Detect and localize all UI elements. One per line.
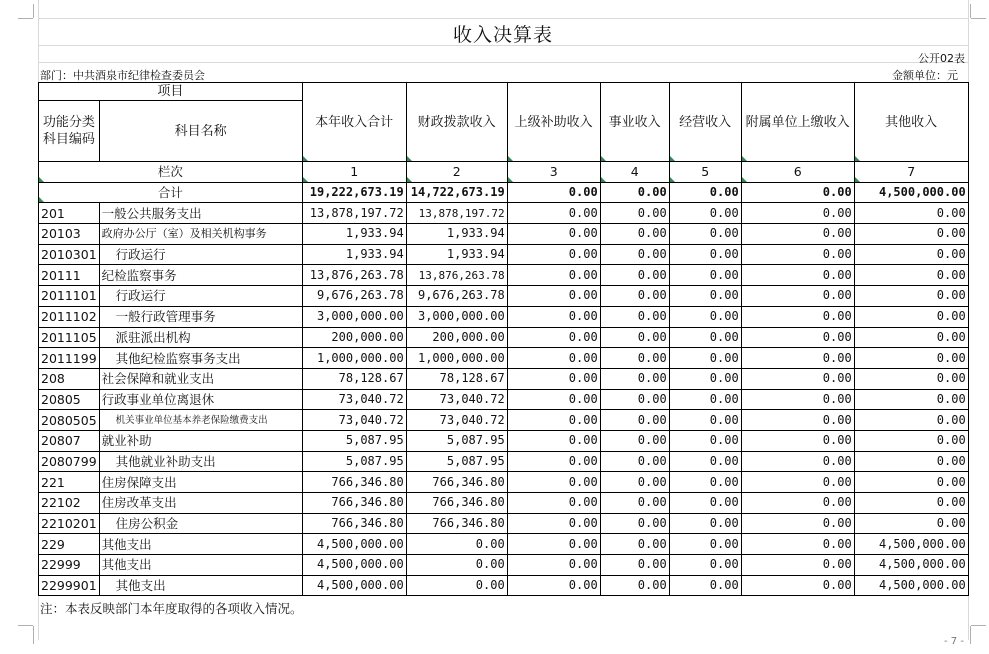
total-cell: 14,722,673.19 bbox=[406, 182, 507, 203]
table-row bbox=[39, 410, 969, 431]
value-cell: 0.00 bbox=[741, 224, 854, 245]
code-cell: 229 bbox=[39, 534, 100, 555]
value-cell: 0.00 bbox=[507, 306, 600, 327]
name-cell: 其他支出 bbox=[99, 555, 302, 576]
value-cell: 0.00 bbox=[669, 493, 741, 514]
value-cell: 0.00 bbox=[741, 430, 854, 451]
value-cell: 0.00 bbox=[669, 430, 741, 451]
name-cell: 行政运行 bbox=[99, 286, 302, 307]
value-cell: 0.00 bbox=[854, 265, 968, 286]
code-cell: 2080799 bbox=[39, 451, 100, 472]
value-cell: 13,878,197.72 bbox=[406, 203, 507, 224]
value-cell: 0.00 bbox=[741, 555, 854, 576]
code-cell: 20805 bbox=[39, 389, 100, 410]
col-index: 1 bbox=[302, 162, 406, 183]
value-cell: 1,000,000.00 bbox=[302, 348, 406, 369]
value-cell: 0.00 bbox=[741, 472, 854, 493]
value-cell: 0.00 bbox=[741, 203, 854, 224]
name-cell: 派驻派出机构 bbox=[99, 327, 302, 348]
value-cell: 0.00 bbox=[669, 575, 741, 596]
value-cell: 0.00 bbox=[600, 348, 669, 369]
code-cell: 2011102 bbox=[39, 306, 100, 327]
table-row bbox=[39, 306, 969, 327]
gridline bbox=[38, 18, 968, 19]
name-cell: 住房公积金 bbox=[99, 513, 302, 534]
value-cell: 0.00 bbox=[854, 451, 968, 472]
code-cell: 2011105 bbox=[39, 327, 100, 348]
value-cell: 0.00 bbox=[854, 410, 968, 431]
header-superior: 上级补助收入 bbox=[507, 83, 600, 162]
name-cell: 其他支出 bbox=[99, 575, 302, 596]
header-affiliated: 附属单位上缴收入 bbox=[741, 83, 854, 162]
value-cell: 0.00 bbox=[600, 244, 669, 265]
code-cell: 22999 bbox=[39, 555, 100, 576]
code-cell: 20103 bbox=[39, 224, 100, 245]
value-cell: 0.00 bbox=[741, 389, 854, 410]
value-cell: 0.00 bbox=[741, 410, 854, 431]
value-cell: 78,128.67 bbox=[406, 368, 507, 389]
value-cell: 0.00 bbox=[669, 224, 741, 245]
gridline bbox=[38, 62, 968, 63]
value-cell: 0.00 bbox=[741, 575, 854, 596]
total-cell: 0.00 bbox=[600, 182, 669, 203]
value-cell: 0.00 bbox=[600, 513, 669, 534]
value-cell: 0.00 bbox=[854, 348, 968, 369]
value-cell: 1,933.94 bbox=[406, 224, 507, 245]
code-cell: 2210201 bbox=[39, 513, 100, 534]
value-cell: 9,676,263.78 bbox=[302, 286, 406, 307]
value-cell: 0.00 bbox=[669, 244, 741, 265]
code-cell: 221 bbox=[39, 472, 100, 493]
table-row bbox=[39, 203, 969, 224]
total-cell: 4,500,000.00 bbox=[854, 182, 968, 203]
name-cell: 行政事业单位离退休 bbox=[99, 389, 302, 410]
code-cell: 201 bbox=[39, 203, 100, 224]
value-cell: 0.00 bbox=[600, 203, 669, 224]
value-cell: 0.00 bbox=[669, 513, 741, 534]
total-label: 合计 bbox=[39, 182, 303, 203]
table-row bbox=[39, 513, 969, 534]
value-cell: 0.00 bbox=[741, 493, 854, 514]
value-cell: 4,500,000.00 bbox=[854, 534, 968, 555]
value-cell: 0.00 bbox=[600, 555, 669, 576]
table-row bbox=[39, 348, 969, 369]
table-row bbox=[39, 534, 969, 555]
value-cell: 0.00 bbox=[406, 575, 507, 596]
code-cell: 2299901 bbox=[39, 575, 100, 596]
value-cell: 0.00 bbox=[600, 224, 669, 245]
value-cell: 4,500,000.00 bbox=[854, 575, 968, 596]
code-cell: 2080505 bbox=[39, 410, 100, 431]
value-cell: 0.00 bbox=[854, 203, 968, 224]
value-cell: 0.00 bbox=[507, 224, 600, 245]
name-cell: 机关事业单位基本养老保险缴费支出 bbox=[99, 410, 302, 431]
value-cell: 0.00 bbox=[669, 534, 741, 555]
value-cell: 3,000,000.00 bbox=[406, 306, 507, 327]
value-cell: 0.00 bbox=[669, 286, 741, 307]
value-cell: 0.00 bbox=[507, 410, 600, 431]
code-cell: 2011199 bbox=[39, 348, 100, 369]
value-cell: 0.00 bbox=[669, 472, 741, 493]
code-cell: 208 bbox=[39, 368, 100, 389]
table-row bbox=[39, 368, 969, 389]
value-cell: 13,878,197.72 bbox=[302, 203, 406, 224]
page-title: 收入决算表 bbox=[452, 24, 553, 46]
header-business: 事业收入 bbox=[600, 83, 669, 162]
value-cell: 0.00 bbox=[600, 327, 669, 348]
row-label: 栏次 bbox=[39, 162, 303, 183]
value-cell: 13,876,263.78 bbox=[406, 265, 507, 286]
value-cell: 200,000.00 bbox=[406, 327, 507, 348]
col-index: 4 bbox=[600, 162, 669, 183]
column-index-row bbox=[39, 162, 969, 183]
code-cell: 20807 bbox=[39, 430, 100, 451]
value-cell: 766,346.80 bbox=[302, 472, 406, 493]
col-index: 5 bbox=[669, 162, 741, 183]
value-cell: 3,000,000.00 bbox=[302, 306, 406, 327]
crop-mark bbox=[33, 4, 34, 18]
code-cell: 22102 bbox=[39, 493, 100, 514]
value-cell: 5,087.95 bbox=[302, 451, 406, 472]
value-cell: 0.00 bbox=[854, 286, 968, 307]
value-cell: 0.00 bbox=[741, 451, 854, 472]
value-cell: 0.00 bbox=[507, 203, 600, 224]
value-cell: 0.00 bbox=[669, 306, 741, 327]
value-cell: 766,346.80 bbox=[406, 472, 507, 493]
value-cell: 0.00 bbox=[406, 555, 507, 576]
value-cell: 0.00 bbox=[741, 265, 854, 286]
value-cell: 0.00 bbox=[669, 348, 741, 369]
value-cell: 0.00 bbox=[600, 430, 669, 451]
value-cell: 766,346.80 bbox=[406, 513, 507, 534]
table-row bbox=[39, 430, 969, 451]
crop-mark bbox=[970, 626, 971, 644]
name-cell: 政府办公厅（室）及相关机构事务 bbox=[99, 224, 302, 245]
code-cell: 20111 bbox=[39, 265, 100, 286]
value-cell: 0.00 bbox=[507, 348, 600, 369]
table-row bbox=[39, 555, 969, 576]
value-cell: 0.00 bbox=[741, 368, 854, 389]
value-cell: 0.00 bbox=[507, 472, 600, 493]
value-cell: 0.00 bbox=[669, 203, 741, 224]
name-cell: 一般行政管理事务 bbox=[99, 306, 302, 327]
total-cell: 0.00 bbox=[741, 182, 854, 203]
col-index: 3 bbox=[507, 162, 600, 183]
table-row bbox=[39, 244, 969, 265]
header-project: 项目 bbox=[39, 83, 303, 101]
value-cell: 1,933.94 bbox=[406, 244, 507, 265]
header-operating: 经营收入 bbox=[669, 83, 741, 162]
value-cell: 0.00 bbox=[669, 451, 741, 472]
name-cell: 社会保障和就业支出 bbox=[99, 368, 302, 389]
value-cell: 0.00 bbox=[507, 244, 600, 265]
value-cell: 0.00 bbox=[507, 493, 600, 514]
value-cell: 1,000,000.00 bbox=[406, 348, 507, 369]
name-cell: 纪检监察事务 bbox=[99, 265, 302, 286]
name-cell: 其他就业补助支出 bbox=[99, 451, 302, 472]
value-cell: 5,087.95 bbox=[302, 430, 406, 451]
value-cell: 0.00 bbox=[669, 410, 741, 431]
col-index: 6 bbox=[741, 162, 854, 183]
crop-mark bbox=[18, 625, 33, 626]
value-cell: 0.00 bbox=[741, 306, 854, 327]
value-cell: 5,087.95 bbox=[406, 430, 507, 451]
total-cell: 0.00 bbox=[507, 182, 600, 203]
col-index: 7 bbox=[854, 162, 968, 183]
crop-mark bbox=[33, 626, 34, 644]
value-cell: 0.00 bbox=[854, 493, 968, 514]
value-cell: 73,040.72 bbox=[302, 410, 406, 431]
value-cell: 0.00 bbox=[854, 327, 968, 348]
value-cell: 0.00 bbox=[741, 286, 854, 307]
code-cell: 2011101 bbox=[39, 286, 100, 307]
value-cell: 4,500,000.00 bbox=[854, 555, 968, 576]
crop-mark bbox=[18, 18, 33, 19]
total-cell: 19,222,673.19 bbox=[302, 182, 406, 203]
value-cell: 0.00 bbox=[741, 244, 854, 265]
table-row bbox=[39, 265, 969, 286]
value-cell: 0.00 bbox=[507, 389, 600, 410]
form-code: 公开02表 bbox=[918, 52, 965, 65]
value-cell: 4,500,000.00 bbox=[302, 575, 406, 596]
table-row bbox=[39, 493, 969, 514]
value-cell: 0.00 bbox=[600, 451, 669, 472]
value-cell: 13,876,263.78 bbox=[302, 265, 406, 286]
value-cell: 766,346.80 bbox=[302, 493, 406, 514]
table-row bbox=[39, 451, 969, 472]
value-cell: 0.00 bbox=[600, 534, 669, 555]
value-cell: 0.00 bbox=[507, 513, 600, 534]
crop-mark bbox=[970, 4, 971, 18]
value-cell: 4,500,000.00 bbox=[302, 555, 406, 576]
value-cell: 0.00 bbox=[854, 306, 968, 327]
value-cell: 5,087.95 bbox=[406, 451, 507, 472]
value-cell: 0.00 bbox=[507, 555, 600, 576]
table-row bbox=[39, 286, 969, 307]
crop-mark bbox=[971, 625, 986, 626]
name-cell: 就业补助 bbox=[99, 430, 302, 451]
crop-mark bbox=[971, 18, 986, 19]
value-cell: 0.00 bbox=[854, 513, 968, 534]
value-cell: 0.00 bbox=[600, 265, 669, 286]
value-cell: 0.00 bbox=[600, 368, 669, 389]
value-cell: 0.00 bbox=[741, 534, 854, 555]
name-cell: 其他支出 bbox=[99, 534, 302, 555]
value-cell: 1,933.94 bbox=[302, 244, 406, 265]
total-row bbox=[39, 182, 969, 203]
value-cell: 0.00 bbox=[507, 265, 600, 286]
name-cell: 一般公共服务支出 bbox=[99, 203, 302, 224]
value-cell: 0.00 bbox=[741, 513, 854, 534]
name-cell: 行政运行 bbox=[99, 244, 302, 265]
header-subject-name: 科目名称 bbox=[99, 101, 302, 162]
code-cell: 2010301 bbox=[39, 244, 100, 265]
unit-label: 金额单位：元 bbox=[892, 69, 958, 82]
header-fiscal: 财政拨款收入 bbox=[406, 83, 507, 162]
value-cell: 0.00 bbox=[507, 575, 600, 596]
value-cell: 0.00 bbox=[741, 327, 854, 348]
header-total-income: 本年收入合计 bbox=[302, 83, 406, 162]
name-cell: 其他纪检监察事务支出 bbox=[99, 348, 302, 369]
table-note: 注：本表反映部门本年度取得的各项收入情况。 bbox=[40, 601, 303, 616]
value-cell: 0.00 bbox=[854, 224, 968, 245]
income-table bbox=[38, 82, 969, 596]
value-cell: 4,500,000.00 bbox=[302, 534, 406, 555]
value-cell: 0.00 bbox=[854, 430, 968, 451]
value-cell: 73,040.72 bbox=[302, 389, 406, 410]
value-cell: 0.00 bbox=[600, 493, 669, 514]
value-cell: 0.00 bbox=[507, 286, 600, 307]
value-cell: 0.00 bbox=[507, 430, 600, 451]
header-func-code: 功能分类科目编码 bbox=[39, 101, 100, 162]
value-cell: 0.00 bbox=[600, 575, 669, 596]
value-cell: 0.00 bbox=[507, 368, 600, 389]
value-cell: 0.00 bbox=[669, 389, 741, 410]
header-row bbox=[39, 83, 969, 101]
value-cell: 0.00 bbox=[741, 348, 854, 369]
value-cell: 0.00 bbox=[669, 265, 741, 286]
value-cell: 1,933.94 bbox=[302, 224, 406, 245]
value-cell: 73,040.72 bbox=[406, 389, 507, 410]
name-cell: 住房保障支出 bbox=[99, 472, 302, 493]
value-cell: 0.00 bbox=[669, 368, 741, 389]
value-cell: 0.00 bbox=[669, 327, 741, 348]
value-cell: 0.00 bbox=[854, 389, 968, 410]
value-cell: 0.00 bbox=[600, 306, 669, 327]
table-row bbox=[39, 327, 969, 348]
value-cell: 0.00 bbox=[854, 368, 968, 389]
value-cell: 0.00 bbox=[854, 472, 968, 493]
col-index: 2 bbox=[406, 162, 507, 183]
value-cell: 0.00 bbox=[507, 327, 600, 348]
value-cell: 0.00 bbox=[600, 389, 669, 410]
value-cell: 78,128.67 bbox=[302, 368, 406, 389]
value-cell: 0.00 bbox=[507, 534, 600, 555]
value-cell: 766,346.80 bbox=[302, 513, 406, 534]
table-row bbox=[39, 389, 969, 410]
table-row bbox=[39, 224, 969, 245]
value-cell: 0.00 bbox=[507, 451, 600, 472]
name-cell: 住房改革支出 bbox=[99, 493, 302, 514]
value-cell: 0.00 bbox=[600, 472, 669, 493]
header-other: 其他收入 bbox=[854, 83, 968, 162]
value-cell: 0.00 bbox=[669, 555, 741, 576]
table-row bbox=[39, 472, 969, 493]
value-cell: 0.00 bbox=[600, 410, 669, 431]
page-number: - 7 - bbox=[944, 636, 964, 647]
department-label: 部门：中共酒泉市纪律检查委员会 bbox=[40, 69, 205, 82]
value-cell: 766,346.80 bbox=[406, 493, 507, 514]
table-row bbox=[39, 575, 969, 596]
value-cell: 200,000.00 bbox=[302, 327, 406, 348]
value-cell: 0.00 bbox=[600, 286, 669, 307]
value-cell: 0.00 bbox=[854, 244, 968, 265]
value-cell: 9,676,263.78 bbox=[406, 286, 507, 307]
value-cell: 0.00 bbox=[406, 534, 507, 555]
total-cell: 0.00 bbox=[669, 182, 741, 203]
value-cell: 73,040.72 bbox=[406, 410, 507, 431]
